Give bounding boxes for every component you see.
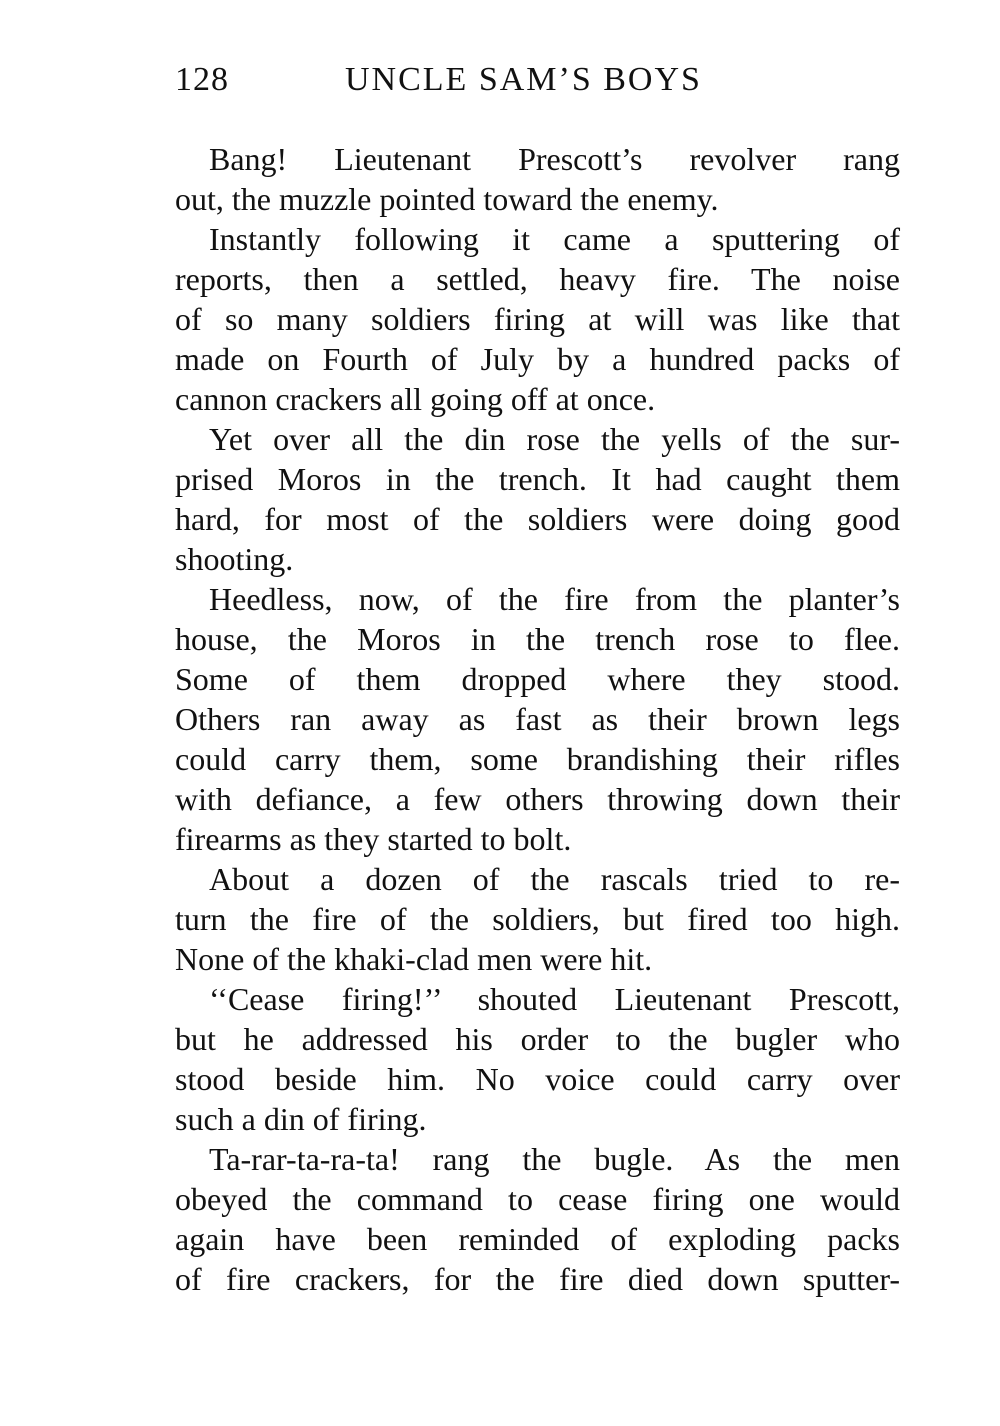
text-line: Others ran away as fast as their brown legs (175, 701, 900, 737)
paragraph-3 (175, 419, 900, 579)
text-line: Bang! Lieutenant Prescott’s revolver rang (209, 141, 900, 177)
text-line: Yet over all the din rose the yells of the sur- (209, 421, 900, 457)
text-line: could carry them, some brandishing their rifles (175, 741, 900, 777)
text-line: firearms as they started to bolt. (175, 821, 572, 857)
text-line: turn the fire of the soldiers, but fired too high. (175, 901, 900, 937)
paragraph-6 (175, 979, 900, 1139)
text-line: house, the Moros in the trench rose to flee. (175, 621, 900, 657)
paragraph-4 (175, 579, 900, 859)
text-line: stood beside him. No voice could carry over (175, 1061, 900, 1097)
paragraph-7 (175, 1139, 900, 1299)
paragraph-1 (175, 139, 900, 219)
text-line: of so many soldiers firing at will was like that (175, 301, 900, 337)
text-line: cannon crackers all going off at once. (175, 381, 656, 417)
text-line: hard, for most of the soldiers were doing good (175, 501, 900, 537)
text-line: reports, then a settled, heavy fire. The noise (175, 261, 900, 297)
text-line: Instantly following it came a sputtering of (209, 221, 900, 257)
text-line: About a dozen of the rascals tried to re- (209, 861, 900, 897)
text-line: with defiance, a few others throwing down their (175, 781, 900, 817)
text-line: obeyed the command to cease firing one would (175, 1181, 900, 1217)
text-line: of fire crackers, for the fire died down sputter- (175, 1261, 900, 1297)
paragraph-5 (175, 859, 900, 979)
text-line: Ta-rar-ta-ra-ta! rang the bugle. As the men (209, 1141, 900, 1177)
page-header (175, 58, 735, 102)
text-line: made on Fourth of July by a hundred packs of (175, 341, 900, 377)
text-line: ‘‘Cease firing!’’ shouted Lieutenant Prescott, (209, 981, 900, 1017)
text-line: prised Moros in the trench. It had caught them (175, 461, 900, 497)
text-line: but he addressed his order to the bugler who (175, 1021, 900, 1057)
text-line: shooting. (175, 541, 294, 577)
text-line: None of the khaki-clad men were hit. (175, 941, 653, 977)
paragraph-2 (175, 219, 900, 419)
body-text (175, 139, 900, 1299)
page-number: 128 (175, 61, 229, 98)
text-line: out, the muzzle pointed toward the enemy. (175, 181, 719, 217)
text-line: Heedless, now, of the fire from the planter’s (209, 581, 900, 617)
text-line: again have been reminded of exploding packs (175, 1221, 900, 1257)
running-title: UNCLE SAM’S BOYS (345, 61, 702, 98)
text-line: Some of them dropped where they stood. (175, 661, 900, 697)
text-line: such a din of firing. (175, 1101, 427, 1137)
